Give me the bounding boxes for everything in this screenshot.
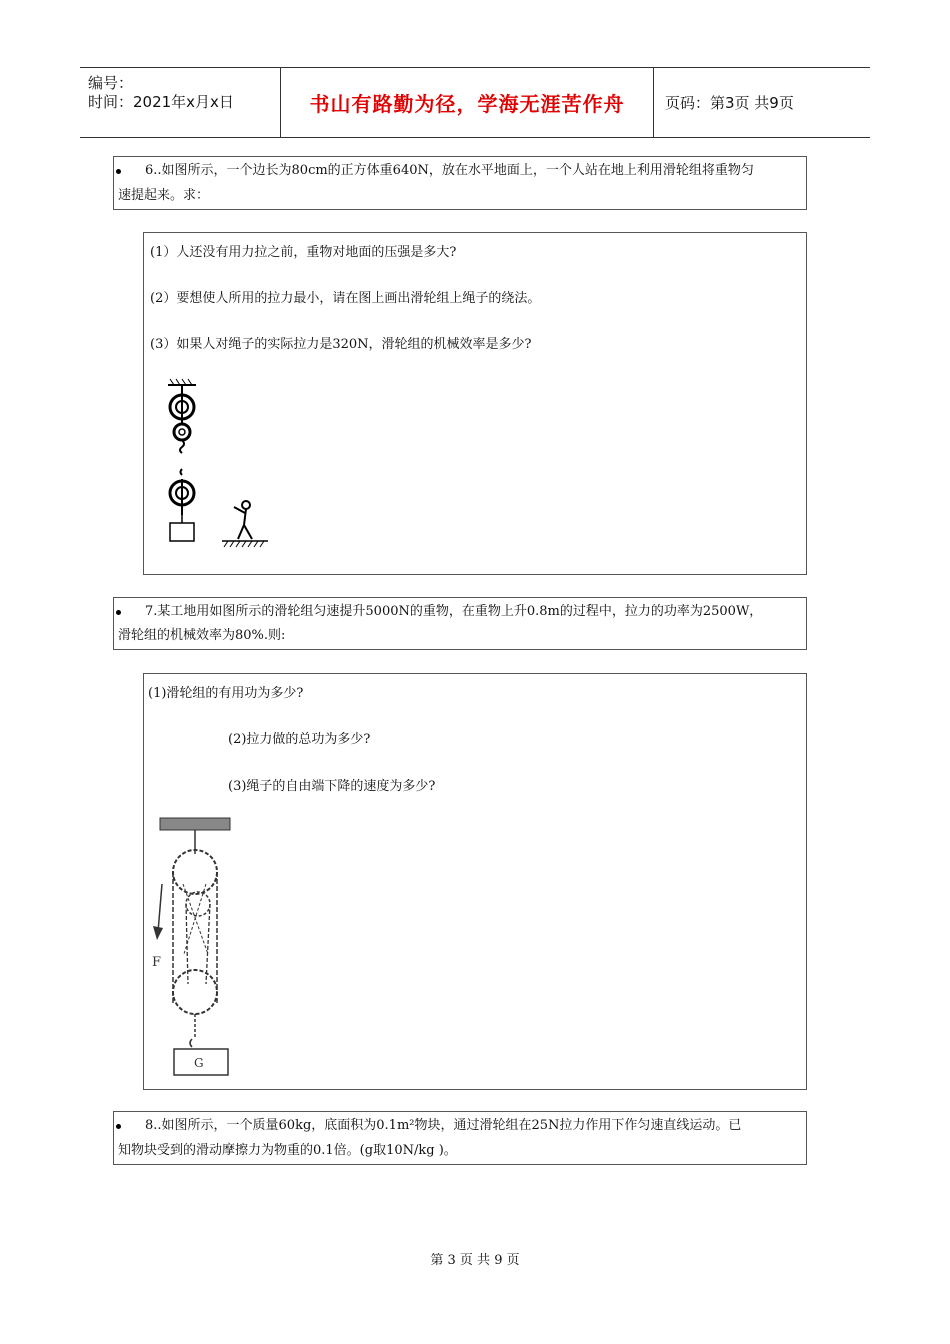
date-label: 时间：2021年x月x日 [88, 93, 234, 111]
q6-sub3: (3）如果人对绳子的实际拉力是320N，滑轮组的机械效率是多少? [150, 337, 532, 352]
q6-text-line2: 速提起来。求： [118, 188, 210, 203]
q6-text-line1: 6..如图所示，一个边长为80cm的正方体重640N，放在水平地面上，一个人站在地上利用滑轮组将重物匀 [145, 163, 754, 178]
serial-label: 编号： [88, 74, 134, 92]
q7-box [113, 597, 807, 650]
q7-sub1: (1)滑轮组的有用功为多少? [148, 686, 304, 701]
q7-text-line1: 7.某工地用如图所示的滑轮组匀速提升5000N的重物，在重物上升0.8m的过程中，拉力的功率为2500W， [145, 604, 763, 619]
q8-text-line1: 8..如图所示，一个质量60kg，底面积为0.1m²物块，通过滑轮组在25N拉力作用下作匀速直线运动。已 [145, 1118, 742, 1133]
q8-text-line2: 知物块受到的滑动摩擦力为物重的0.1倍。(g取10N/kg )。 [118, 1143, 457, 1158]
page-footer: 第 3 页 共 9 页 [430, 1253, 520, 1268]
q7-sub2: (2)拉力做的总功为多少? [228, 732, 371, 747]
weight-label: G [194, 1056, 204, 1070]
header-info-cell [80, 68, 281, 137]
force-label: F [152, 955, 162, 970]
page-header [80, 67, 870, 138]
pulley-figure-q6 [156, 375, 286, 555]
motto: 书山有路勤为径，学海无涯苦作舟 [281, 68, 654, 137]
q7-sub3: (3)绳子的自由端下降的速度为多少? [228, 779, 436, 794]
q6-box [113, 156, 807, 210]
q6-sub2: (2）要想使人所用的拉力最小，请在图上画出滑轮组上绳子的绕法。 [150, 291, 541, 306]
q7-text-line2: 滑轮组的机械效率为80%.则: [118, 628, 286, 643]
page-label: 页码：第3页 共9页 [665, 94, 794, 112]
pulley-figure-q7 [148, 814, 248, 1084]
q6-subquestions-box [143, 232, 807, 575]
q8-box [113, 1111, 807, 1165]
q7-subquestions-box [143, 673, 807, 1090]
q6-sub1: (1）人还没有用力拉之前，重物对地面的压强是多大? [150, 245, 457, 260]
